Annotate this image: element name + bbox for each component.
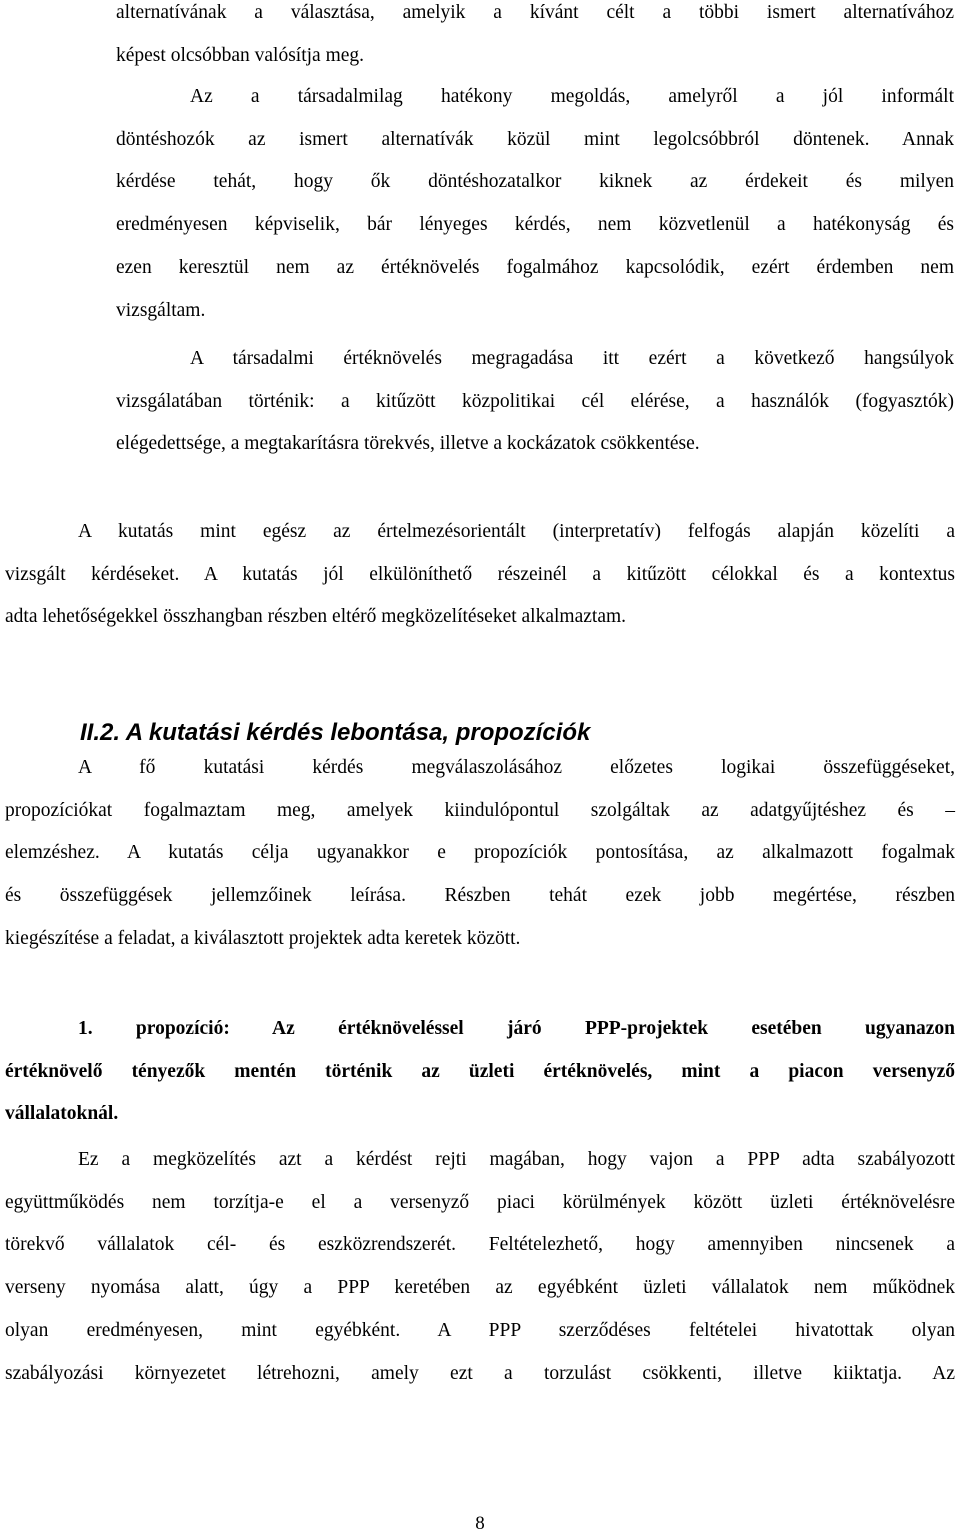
text-line: olyan eredményesen, mint egyébként. A PPP szerződéses feltételei hivatottak olyan: [5, 1319, 955, 1341]
paragraph-propositions-intro: [5, 747, 955, 961]
text-line: kiegészítése a feladat, a kiválasztott projektek adta keretek között.: [5, 927, 521, 949]
text-line: elemzéshez. A kutatás célja ugyanakkor e propozíciók pontosítása, az alkalmazott fogalmak: [5, 842, 955, 864]
text-line: törekvő vállalatok cél- és eszközrendszerét. Feltételezhető, hogy amennyiben nincsenek a: [5, 1234, 955, 1256]
text-line: Ez a megközelítés azt a kérdést rejti magában, hogy vajon a PPP adta szabályozott: [78, 1149, 955, 1170]
text-line: 1. propozíció: Az értéknöveléssel járó PPP-projektek esetében ugyanazon: [78, 1018, 955, 1039]
text-line: együttműködés nem torzítja-e el a versenyző piaci körülmények között üzleti értéknövelésre: [5, 1191, 955, 1213]
paragraph-alternative-choice: [116, 0, 954, 77]
text-line: eredményesen képviselik, bár lényeges kérdés, nem közvetlenül a hatékonyság és: [116, 214, 954, 236]
text-line: és összefüggések jellemzőinek leírása. Részben tehát ezek jobb megértése, részben: [5, 885, 955, 907]
paragraph-social-value-creation: [116, 338, 954, 466]
text-line: propozíciókat fogalmaztam meg, amelyek kiindulópontul szolgáltak az adatgyűjtéshez és –: [5, 799, 955, 821]
paragraph-social-efficiency: [116, 76, 954, 332]
text-line: vizsgáltam.: [116, 299, 206, 321]
text-line: vállalatoknál.: [5, 1103, 119, 1125]
page-number: 8: [475, 1513, 485, 1534]
text-line: vizsgált kérdéseket. A kutatás jól elkülöníthető részeinél a kitűzött célokkal és a kontextus: [5, 563, 955, 585]
proposition-1: [5, 1008, 955, 1136]
text-line: Az a társadalmilag hatékony megoldás, amelyről a jól informált: [190, 86, 954, 107]
text-line: A társadalmi értéknövelés megragadása itt ezért a következő hangsúlyok: [190, 348, 954, 369]
text-line: verseny nyomása alatt, úgy a PPP keretében az egyébként üzleti vállalatok nem működnek: [5, 1277, 955, 1299]
text-line: elégedettsége, a megtakarításra törekvés, illetve a kockázatok csökkentése.: [116, 433, 700, 455]
paragraph-research-approach: [5, 511, 955, 639]
text-line: szabályozási környezetet létrehozni, amely ezt a torzulást csökkenti, illetve kiiktatja. Az: [5, 1362, 955, 1384]
text-line: A kutatás mint egész az értelmezésorientált (interpretatív) felfogás alapján közelíti a: [78, 521, 955, 542]
text-line: képest olcsóbban valósítja meg.: [116, 44, 365, 66]
text-line: értéknövelő tényezők mentén történik az üzleti értéknövelés, mint a piacon versenyző: [5, 1060, 955, 1082]
text-line: alternatívának a választása, amelyik a kívánt célt a többi ismert alternatívához: [116, 2, 954, 23]
section-heading: II.2. A kutatási kérdés lebontása, propozíciók: [80, 719, 591, 746]
text-line: döntéshozók az ismert alternatívák közül mint legolcsóbbról döntenek. Annak: [116, 128, 954, 150]
paragraph-proposition-discussion: [5, 1139, 955, 1395]
text-line: vizsgálatában történik: a kitűzött közpolitikai cél elérése, a használók (fogyasztók): [116, 390, 954, 412]
text-line: ezen keresztül nem az értéknövelés fogalmához kapcsolódik, ezért érdemben nem: [116, 256, 954, 278]
text-line: A fő kutatási kérdés megválaszolásához előzetes logikai összefüggéseket,: [78, 757, 955, 778]
text-line: kérdése tehát, hogy ők döntéshozatalkor kiknek az érdekeit és milyen: [116, 171, 954, 193]
text-line: adta lehetőségekkel összhangban részben eltérő megközelítéseket alkalmaztam.: [5, 606, 627, 628]
